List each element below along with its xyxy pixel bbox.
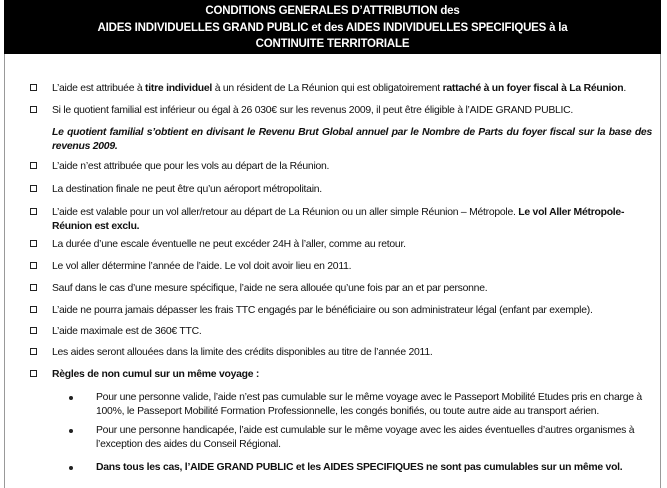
checkbox-square-icon	[30, 106, 37, 113]
sub-list-item	[96, 461, 652, 475]
bullet-icon	[69, 396, 73, 400]
title-line-1: CONDITIONS GENERALES D’ATTRIBUTION des	[205, 5, 460, 17]
checkbox-square-icon	[30, 306, 37, 313]
list-item	[52, 325, 652, 339]
checkbox-square-icon	[30, 284, 37, 291]
sub-list-item	[96, 424, 652, 451]
text: La destination finale ne peut être qu’un aéroport métropolitain.	[52, 184, 322, 195]
bold-text: Dans tous les cas, l’AIDE GRAND PUBLIC et les AIDES SPECIFIQUES ne sont pas cumulables sur un même vol.	[96, 462, 623, 473]
text: L’aide est attribuée à	[52, 83, 146, 94]
checkbox-square-icon	[30, 208, 37, 215]
checkbox-square-icon	[30, 370, 37, 377]
text: .	[623, 83, 627, 94]
text: L’aide ne pourra jamais dépasser les frais TTC engagés par le bénéficiaire ou son administrateur légal (enfant par exemple).	[52, 305, 593, 316]
list-item	[52, 206, 652, 233]
text: Pour une personne valide, l’aide n’est pas cumulable sur le même voyage avec le Passeport Mobilité Etudes pris en charge à 100%, le Passeport Mobilité Formation Professionnelle, les congés bonifiés, ou toute autre aide au transport aérien.	[96, 392, 642, 417]
text: à un résident de La Réunion qui est obligatoirement	[212, 83, 443, 94]
document-title	[4, 0, 661, 54]
text: Les aides seront allouées dans la limite des crédits disponibles au titre de l’année 2011.	[52, 347, 433, 358]
checkbox-square-icon	[30, 162, 37, 169]
list-item	[52, 368, 652, 382]
checkbox-square-icon	[30, 262, 37, 269]
bold-text: Règles de non cumul sur un même voyage :	[52, 369, 260, 380]
text: L’aide n’est attribuée que pour les vols au départ de la Réunion.	[52, 161, 330, 172]
list-item	[52, 160, 652, 174]
text: Sauf dans le cas d’une mesure spécifique, l’aide ne sera allouée qu’une fois par an et par personne.	[52, 283, 488, 294]
bold-text: titre individuel	[145, 83, 213, 94]
list-item	[52, 304, 652, 318]
list-item	[52, 346, 652, 360]
checkbox-square-icon	[30, 327, 37, 334]
bold-text: Le vol Aller Métropole-Réunion est exclu.	[52, 207, 625, 232]
bullet-icon	[69, 466, 73, 470]
text: L’aide maximale est de 360€ TTC.	[52, 326, 202, 337]
list-item	[52, 238, 652, 252]
note-text: Le quotient familial s’obtient en divisant le Revenu Brut Global annuel par le Nombre de Parts du foyer fiscal sur la base des revenus 2009.	[52, 127, 652, 152]
title-line-3: CONTINUITE TERRITORIALE	[255, 38, 410, 50]
bold-text: rattaché à un foyer fiscal à La Réunion	[442, 83, 624, 94]
list-item	[52, 260, 652, 274]
checkbox-square-icon	[30, 84, 37, 91]
list-item	[52, 104, 652, 118]
list-item	[52, 183, 652, 197]
text: La durée d’une escale éventuelle ne peut excéder 24H à l’aller, comme au retour.	[52, 239, 406, 250]
title-line-2: AIDES INDIVIDUELLES GRAND PUBLIC et des AIDES INDIVIDUELLES SPECIFIQUES à la	[97, 21, 568, 34]
text: Si le quotient familial est inférieur ou égal à 26 030€ sur les revenus 2009, il peut être éligible à l’AIDE GRAND PUBLIC.	[52, 105, 574, 116]
checkbox-square-icon	[30, 348, 37, 355]
checkbox-square-icon	[30, 240, 37, 247]
sub-list-item	[96, 391, 652, 418]
text: L’aide est valable pour un vol aller/retour au départ de La Réunion ou un aller simple Réunion – Métropole.	[52, 207, 519, 218]
list-item	[52, 282, 652, 296]
bullet-icon	[69, 429, 73, 433]
text: Le vol aller détermine l’année de l’aide. Le vol doit avoir lieu en 2011.	[52, 261, 352, 272]
text: Pour une personne handicapée, l’aide est cumulable sur le même voyage avec les aides éventuelles d’autres organismes à l’exception des aides du Conseil Régional.	[96, 425, 635, 450]
checkbox-square-icon	[30, 185, 37, 192]
list-item	[52, 82, 652, 96]
